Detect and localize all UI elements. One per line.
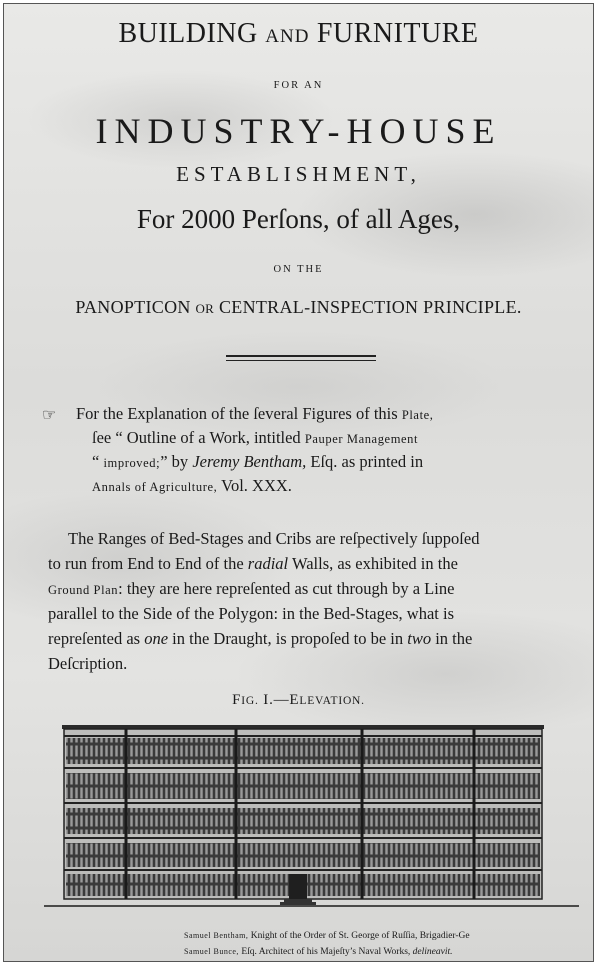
title-word-or: OR (195, 301, 215, 316)
title-for-an: FOR AN (273, 80, 324, 91)
title-word-panopticon: PANOPTICON (75, 297, 191, 317)
figure-title-text: LEVATION. (299, 695, 365, 707)
note-line-4 (92, 476, 292, 496)
title-panopticon (4, 297, 593, 318)
body-ground-plan: Ground Plan (48, 583, 119, 597)
body-line-4: parallel to the Side of the Polygon: in the Bed-Stages, what is (48, 604, 455, 623)
body-line-2 (48, 554, 458, 574)
body-text: : they are here repreſented as cut through by a Line (118, 579, 455, 598)
note-author: Jeremy Bentham, (192, 452, 307, 471)
note-line-2 (92, 428, 418, 448)
body-text: repreſented as (48, 629, 145, 648)
body-italic: two (407, 629, 432, 648)
credit-line-2 (184, 947, 453, 957)
title-for-2000-persons: For 2000 Perſons, of all Ages, (136, 204, 461, 234)
title-establishment: ESTABLISHMENT, (176, 162, 421, 186)
body-line-1: The Ranges of Bed-Stages and Cribs are reſpectively ſuppoſed (68, 529, 480, 548)
title-word-building: BUILDING (118, 18, 258, 49)
body-italic: one (144, 629, 169, 648)
figure-title-text: I.—E (258, 692, 300, 708)
figure-title-text: IG. (241, 695, 259, 707)
note-line-1 (76, 404, 434, 424)
note-pauper-management: Pauper Management (304, 432, 419, 446)
body-line-3 (48, 579, 454, 599)
double-rule-bottom (226, 360, 376, 361)
credit-line-1 (184, 931, 470, 941)
building-elevation-drawing (4, 716, 593, 916)
note-plate: Plate, (401, 408, 434, 422)
note-text: Vol. XXX. (217, 476, 292, 495)
credit-samuel-bentham: Samuel Bentham, (184, 931, 249, 940)
note-text: ſee “ Outline of a Work, intitled (92, 428, 305, 447)
figure-title-text: F (232, 692, 242, 708)
note-text: “ (92, 452, 104, 471)
title-word-and: AND (265, 26, 310, 47)
note-line-3 (92, 452, 423, 472)
title-building-and-furniture (4, 18, 593, 50)
body-line-5 (48, 629, 472, 649)
note-improved: improved; (103, 456, 161, 470)
note-text: Eſq. as printed in (306, 452, 424, 471)
pointing-hand-icon: ☞ (42, 407, 57, 424)
body-text: in the (431, 629, 473, 648)
double-rule-top (226, 355, 376, 357)
figure-title (4, 692, 593, 709)
credit-samuel-bunce: Samuel Bunce, (184, 947, 239, 956)
credit-text: Knight of the Order of St. George of Ruſſia, Brigadier-Ge (248, 931, 470, 941)
title-word-central-inspection: CENTRAL-INSPECTION PRINCIPLE. (218, 297, 522, 317)
title-industry-house: INDUSTRY-HOUSE (95, 111, 502, 151)
title-on-the: ON THE (273, 264, 324, 275)
body-text: in the Draught, is propoſed to be in (168, 629, 408, 648)
document-page (3, 3, 594, 962)
body-text: to run from End to End of the (48, 554, 248, 573)
note-text: ” by (160, 452, 193, 471)
credit-text: Eſq. Architect of his Majeſty’s Naval Works, (238, 947, 413, 957)
body-text: Walls, as exhibited in the (288, 554, 458, 573)
credit-delineavit: delineavit. (412, 947, 453, 957)
body-italic: radial (247, 554, 289, 573)
title-word-furniture: FURNITURE (316, 18, 479, 49)
note-text: For the Explanation of the ſeveral Figures of this (76, 404, 402, 423)
body-line-6: Deſcription. (48, 654, 128, 673)
note-annals: Annals of Agriculture, (92, 480, 218, 494)
